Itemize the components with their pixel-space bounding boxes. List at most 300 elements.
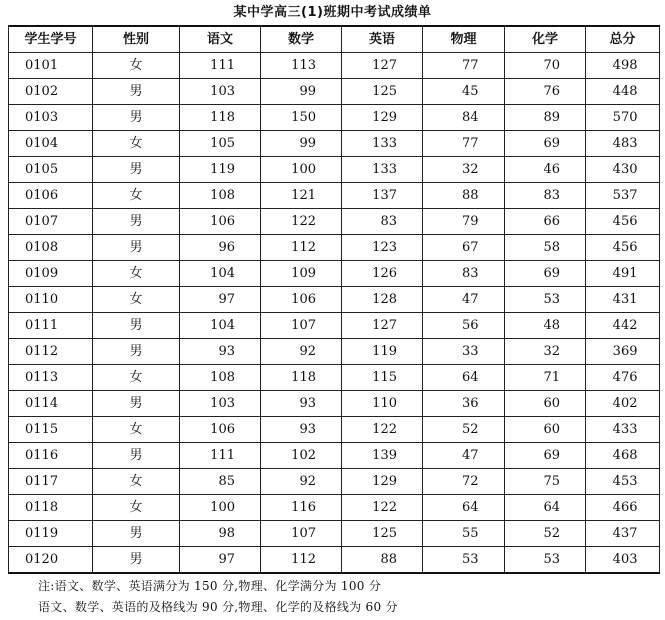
table-row xyxy=(9,443,660,469)
cell-chinese xyxy=(180,339,261,365)
cell-value: 108 xyxy=(210,370,235,385)
cell-math xyxy=(261,209,342,235)
cell-student-id: 0116 xyxy=(9,443,93,469)
table-row xyxy=(9,339,660,365)
table-body xyxy=(9,53,660,574)
cell-math xyxy=(261,443,342,469)
cell-chemistry xyxy=(505,105,586,131)
cell-value: 456 xyxy=(612,240,638,255)
cell-gender: 男 xyxy=(93,443,180,469)
table-row xyxy=(9,495,660,521)
cell-chinese xyxy=(180,547,261,574)
cell-chinese xyxy=(180,417,261,443)
cell-value: 33 xyxy=(461,344,479,359)
cell-student-id: 0111 xyxy=(9,313,93,339)
cell-value: 47 xyxy=(461,292,479,307)
cell-gender: 男 xyxy=(93,521,180,547)
cell-chinese xyxy=(180,261,261,287)
cell-value: 119 xyxy=(210,162,235,177)
cell-value: 79 xyxy=(461,214,479,229)
cell-gender: 男 xyxy=(93,209,180,235)
header-english: 英语 xyxy=(342,26,423,53)
cell-chinese xyxy=(180,235,261,261)
cell-physics xyxy=(423,105,505,131)
cell-value: 570 xyxy=(612,110,638,125)
cell-chemistry xyxy=(505,495,586,521)
cell-value: 433 xyxy=(612,422,638,437)
cell-value: 76 xyxy=(543,84,560,99)
table-row xyxy=(9,183,660,209)
cell-value: 103 xyxy=(210,396,235,411)
table-row xyxy=(9,417,660,443)
cell-math xyxy=(261,53,342,79)
cell-math xyxy=(261,183,342,209)
cell-total xyxy=(586,105,660,131)
cell-value: 53 xyxy=(543,552,560,567)
cell-chemistry xyxy=(505,391,586,417)
cell-value: 126 xyxy=(372,266,397,281)
footnotes xyxy=(38,576,398,618)
cell-value: 32 xyxy=(543,344,560,359)
cell-gender: 男 xyxy=(93,313,180,339)
cell-value: 92 xyxy=(299,474,316,489)
cell-physics xyxy=(423,235,505,261)
cell-chemistry xyxy=(505,313,586,339)
table-row xyxy=(9,391,660,417)
cell-chemistry xyxy=(505,365,586,391)
cell-student-id: 0108 xyxy=(9,235,93,261)
cell-value: 92 xyxy=(299,344,316,359)
cell-chinese xyxy=(180,469,261,495)
cell-value: 104 xyxy=(210,318,235,333)
cell-english xyxy=(342,235,423,261)
cell-english xyxy=(342,391,423,417)
cell-math xyxy=(261,79,342,105)
cell-value: 93 xyxy=(299,422,316,437)
cell-chinese xyxy=(180,521,261,547)
cell-value: 106 xyxy=(291,292,316,307)
cell-value: 58 xyxy=(543,240,560,255)
footnote-full-marks: 注:语文、数学、英语满分为 150 分,物理、化学满分为 100 分 xyxy=(38,579,382,593)
cell-value: 106 xyxy=(210,422,235,437)
cell-value: 129 xyxy=(372,110,397,125)
cell-value: 125 xyxy=(372,526,397,541)
header-gender: 性别 xyxy=(93,26,180,53)
cell-total xyxy=(586,495,660,521)
cell-physics xyxy=(423,131,505,157)
cell-math xyxy=(261,547,342,574)
cell-value: 448 xyxy=(612,84,638,99)
table-row xyxy=(9,157,660,183)
cell-chemistry xyxy=(505,469,586,495)
cell-gender: 女 xyxy=(93,131,180,157)
cell-chemistry xyxy=(505,183,586,209)
cell-gender: 男 xyxy=(93,157,180,183)
cell-chinese xyxy=(180,313,261,339)
table-row xyxy=(9,209,660,235)
cell-student-id: 0109 xyxy=(9,261,93,287)
table-row xyxy=(9,469,660,495)
cell-physics xyxy=(423,313,505,339)
cell-value: 107 xyxy=(291,526,316,541)
cell-total xyxy=(586,547,660,574)
cell-value: 111 xyxy=(210,58,235,73)
cell-value: 77 xyxy=(461,136,479,151)
table-row xyxy=(9,521,660,547)
cell-value: 32 xyxy=(461,162,479,177)
cell-value: 53 xyxy=(461,552,479,567)
cell-value: 442 xyxy=(612,318,638,333)
cell-value: 93 xyxy=(299,396,316,411)
cell-gender: 女 xyxy=(93,183,180,209)
cell-value: 107 xyxy=(291,318,316,333)
cell-math xyxy=(261,105,342,131)
cell-english xyxy=(342,313,423,339)
footnote-pass-lines: 语文、数学、英语的及格线为 90 分,物理、化学的及格线为 60 分 xyxy=(38,600,398,614)
cell-value: 77 xyxy=(461,58,479,73)
cell-math xyxy=(261,313,342,339)
cell-chinese xyxy=(180,287,261,313)
cell-value: 48 xyxy=(543,318,560,333)
cell-value: 69 xyxy=(543,136,560,151)
cell-gender: 女 xyxy=(93,287,180,313)
cell-value: 431 xyxy=(612,292,638,307)
cell-value: 85 xyxy=(218,474,235,489)
cell-value: 139 xyxy=(372,448,397,463)
table-title: 某中学高三(1)班期中考试成绩单 xyxy=(233,5,432,20)
cell-value: 105 xyxy=(210,136,235,151)
cell-math xyxy=(261,339,342,365)
cell-value: 127 xyxy=(372,58,397,73)
cell-value: 402 xyxy=(612,396,638,411)
cell-total xyxy=(586,521,660,547)
cell-value: 537 xyxy=(612,188,638,203)
cell-total xyxy=(586,209,660,235)
cell-value: 118 xyxy=(210,110,235,125)
cell-value: 137 xyxy=(372,188,397,203)
cell-value: 468 xyxy=(612,448,638,463)
cell-total xyxy=(586,417,660,443)
cell-value: 64 xyxy=(461,370,479,385)
cell-student-id: 0120 xyxy=(9,547,93,574)
cell-student-id: 0107 xyxy=(9,209,93,235)
cell-value: 430 xyxy=(612,162,638,177)
cell-value: 476 xyxy=(612,370,638,385)
table-row xyxy=(9,105,660,131)
cell-math xyxy=(261,131,342,157)
cell-physics xyxy=(423,547,505,574)
cell-student-id: 0118 xyxy=(9,495,93,521)
cell-value: 70 xyxy=(543,58,560,73)
cell-value: 55 xyxy=(461,526,479,541)
cell-value: 123 xyxy=(372,240,397,255)
cell-chemistry xyxy=(505,521,586,547)
cell-value: 99 xyxy=(299,84,316,99)
cell-english xyxy=(342,131,423,157)
cell-math xyxy=(261,365,342,391)
table-row xyxy=(9,261,660,287)
cell-student-id: 0119 xyxy=(9,521,93,547)
cell-physics xyxy=(423,287,505,313)
cell-value: 119 xyxy=(372,344,397,359)
cell-value: 84 xyxy=(461,110,479,125)
cell-chemistry xyxy=(505,53,586,79)
cell-english xyxy=(342,79,423,105)
cell-value: 89 xyxy=(543,110,560,125)
cell-chinese xyxy=(180,209,261,235)
cell-value: 36 xyxy=(461,396,479,411)
cell-math xyxy=(261,391,342,417)
cell-chinese xyxy=(180,391,261,417)
cell-total xyxy=(586,365,660,391)
header-chinese: 语文 xyxy=(180,26,261,53)
cell-student-id: 0110 xyxy=(9,287,93,313)
cell-value: 98 xyxy=(218,526,235,541)
table-row xyxy=(9,365,660,391)
cell-math xyxy=(261,157,342,183)
cell-total xyxy=(586,469,660,495)
cell-physics xyxy=(423,469,505,495)
cell-value: 96 xyxy=(218,240,235,255)
cell-value: 46 xyxy=(543,162,560,177)
cell-value: 112 xyxy=(291,240,316,255)
cell-total xyxy=(586,261,660,287)
cell-chinese xyxy=(180,105,261,131)
cell-value: 97 xyxy=(218,292,235,307)
cell-gender: 男 xyxy=(93,235,180,261)
cell-english xyxy=(342,443,423,469)
table-row xyxy=(9,53,660,79)
cell-value: 498 xyxy=(612,58,638,73)
cell-value: 60 xyxy=(543,422,560,437)
cell-chemistry xyxy=(505,547,586,574)
cell-total xyxy=(586,131,660,157)
cell-value: 115 xyxy=(372,370,397,385)
cell-total xyxy=(586,157,660,183)
header-total: 总分 xyxy=(586,26,660,53)
cell-value: 45 xyxy=(461,84,479,99)
cell-student-id: 0101 xyxy=(9,53,93,79)
cell-value: 103 xyxy=(210,84,235,99)
cell-total xyxy=(586,391,660,417)
cell-english xyxy=(342,209,423,235)
cell-english xyxy=(342,157,423,183)
cell-value: 69 xyxy=(543,266,560,281)
cell-value: 104 xyxy=(210,266,235,281)
cell-value: 369 xyxy=(612,344,638,359)
cell-gender: 男 xyxy=(93,339,180,365)
cell-value: 111 xyxy=(210,448,235,463)
cell-value: 108 xyxy=(210,188,235,203)
cell-math xyxy=(261,235,342,261)
cell-total xyxy=(586,79,660,105)
cell-total xyxy=(586,235,660,261)
cell-chemistry xyxy=(505,287,586,313)
cell-physics xyxy=(423,261,505,287)
cell-english xyxy=(342,547,423,574)
header-math: 数学 xyxy=(261,26,342,53)
cell-value: 83 xyxy=(461,266,479,281)
table-row xyxy=(9,287,660,313)
cell-value: 100 xyxy=(291,162,316,177)
cell-english xyxy=(342,339,423,365)
score-table xyxy=(8,25,660,574)
cell-total xyxy=(586,339,660,365)
cell-gender: 男 xyxy=(93,547,180,574)
cell-gender: 女 xyxy=(93,365,180,391)
cell-student-id: 0113 xyxy=(9,365,93,391)
cell-total xyxy=(586,287,660,313)
cell-value: 67 xyxy=(461,240,479,255)
cell-value: 99 xyxy=(299,136,316,151)
cell-math xyxy=(261,469,342,495)
cell-value: 88 xyxy=(380,552,397,567)
cell-math xyxy=(261,287,342,313)
cell-student-id: 0102 xyxy=(9,79,93,105)
cell-physics xyxy=(423,53,505,79)
cell-value: 71 xyxy=(543,370,560,385)
cell-math xyxy=(261,521,342,547)
cell-physics xyxy=(423,157,505,183)
cell-english xyxy=(342,521,423,547)
cell-physics xyxy=(423,417,505,443)
cell-value: 66 xyxy=(543,214,560,229)
cell-chemistry xyxy=(505,443,586,469)
cell-english xyxy=(342,365,423,391)
cell-value: 60 xyxy=(543,396,560,411)
cell-chinese xyxy=(180,365,261,391)
cell-chemistry xyxy=(505,235,586,261)
cell-value: 88 xyxy=(461,188,479,203)
cell-value: 64 xyxy=(461,500,479,515)
header-physics: 物理 xyxy=(423,26,505,53)
cell-total xyxy=(586,443,660,469)
cell-value: 483 xyxy=(612,136,638,151)
cell-chemistry xyxy=(505,417,586,443)
cell-english xyxy=(342,105,423,131)
cell-value: 52 xyxy=(461,422,479,437)
cell-value: 127 xyxy=(372,318,397,333)
cell-student-id: 0114 xyxy=(9,391,93,417)
cell-student-id: 0115 xyxy=(9,417,93,443)
cell-chinese xyxy=(180,79,261,105)
cell-physics xyxy=(423,79,505,105)
cell-value: 64 xyxy=(543,500,560,515)
table-row xyxy=(9,79,660,105)
cell-chemistry xyxy=(505,157,586,183)
cell-math xyxy=(261,261,342,287)
cell-chinese xyxy=(180,183,261,209)
cell-english xyxy=(342,469,423,495)
cell-physics xyxy=(423,209,505,235)
cell-value: 125 xyxy=(372,84,397,99)
cell-value: 456 xyxy=(612,214,638,229)
cell-total xyxy=(586,313,660,339)
cell-english xyxy=(342,261,423,287)
cell-value: 133 xyxy=(372,162,397,177)
cell-physics xyxy=(423,183,505,209)
header-chemistry: 化学 xyxy=(505,26,586,53)
cell-value: 122 xyxy=(372,500,397,515)
cell-gender: 男 xyxy=(93,105,180,131)
table-row xyxy=(9,547,660,574)
cell-value: 106 xyxy=(210,214,235,229)
cell-value: 118 xyxy=(291,370,316,385)
cell-value: 47 xyxy=(461,448,479,463)
cell-physics xyxy=(423,521,505,547)
cell-student-id: 0106 xyxy=(9,183,93,209)
cell-student-id: 0105 xyxy=(9,157,93,183)
cell-physics xyxy=(423,495,505,521)
cell-value: 75 xyxy=(543,474,560,489)
cell-student-id: 0112 xyxy=(9,339,93,365)
cell-value: 403 xyxy=(612,552,638,567)
cell-physics xyxy=(423,339,505,365)
cell-gender: 女 xyxy=(93,261,180,287)
cell-value: 109 xyxy=(291,266,316,281)
cell-english xyxy=(342,495,423,521)
cell-chemistry xyxy=(505,209,586,235)
cell-value: 83 xyxy=(543,188,560,203)
cell-english xyxy=(342,287,423,313)
cell-gender: 男 xyxy=(93,391,180,417)
cell-gender: 女 xyxy=(93,469,180,495)
cell-value: 133 xyxy=(372,136,397,151)
cell-english xyxy=(342,53,423,79)
cell-value: 52 xyxy=(543,526,560,541)
cell-value: 113 xyxy=(291,58,316,73)
cell-gender: 女 xyxy=(93,495,180,521)
cell-value: 453 xyxy=(612,474,638,489)
cell-value: 122 xyxy=(372,422,397,437)
cell-student-id: 0103 xyxy=(9,105,93,131)
cell-value: 56 xyxy=(461,318,479,333)
table-row xyxy=(9,313,660,339)
cell-chemistry xyxy=(505,261,586,287)
cell-value: 102 xyxy=(291,448,316,463)
cell-physics xyxy=(423,365,505,391)
cell-value: 112 xyxy=(291,552,316,567)
cell-gender: 女 xyxy=(93,53,180,79)
cell-student-id: 0117 xyxy=(9,469,93,495)
cell-value: 100 xyxy=(210,500,235,515)
cell-total xyxy=(586,183,660,209)
cell-value: 121 xyxy=(291,188,316,203)
cell-chinese xyxy=(180,131,261,157)
cell-gender: 男 xyxy=(93,79,180,105)
cell-value: 116 xyxy=(291,500,316,515)
cell-total xyxy=(586,53,660,79)
cell-value: 128 xyxy=(372,292,397,307)
cell-value: 53 xyxy=(543,292,560,307)
cell-value: 150 xyxy=(291,110,316,125)
table-row xyxy=(9,235,660,261)
cell-physics xyxy=(423,391,505,417)
cell-value: 72 xyxy=(461,474,479,489)
header-row xyxy=(9,26,660,53)
cell-chemistry xyxy=(505,339,586,365)
cell-chinese xyxy=(180,495,261,521)
cell-value: 110 xyxy=(372,396,397,411)
cell-chinese xyxy=(180,53,261,79)
cell-value: 69 xyxy=(543,448,560,463)
cell-chemistry xyxy=(505,131,586,157)
table-row xyxy=(9,131,660,157)
cell-value: 93 xyxy=(218,344,235,359)
cell-english xyxy=(342,417,423,443)
cell-value: 83 xyxy=(380,214,397,229)
cell-value: 437 xyxy=(612,526,638,541)
